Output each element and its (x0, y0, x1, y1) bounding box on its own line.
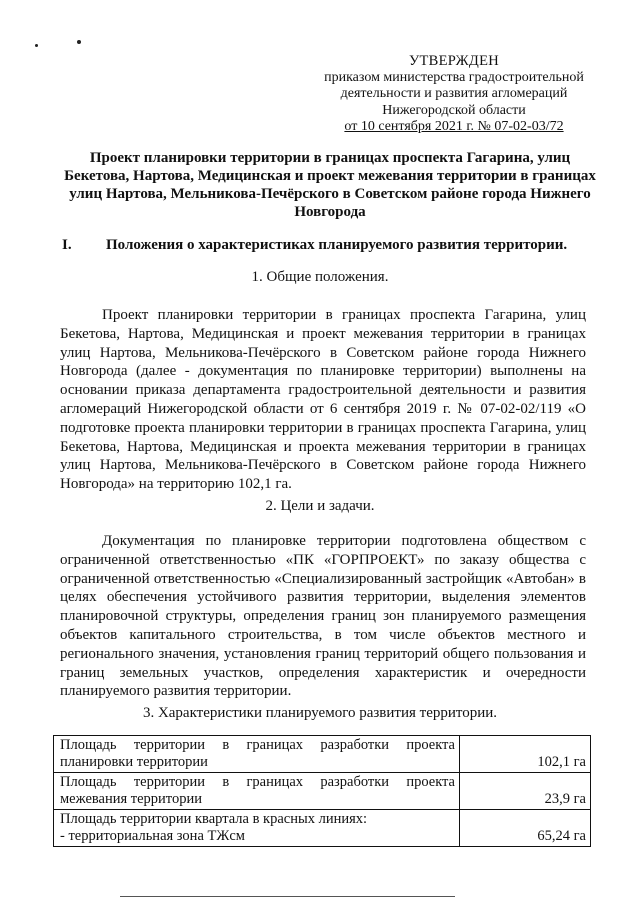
scan-speck (77, 40, 81, 44)
section-heading-text: Положения о характеристиках планируемого развития территории. (106, 237, 568, 253)
scan-speck (35, 44, 38, 47)
row-label: Площадь территории квартала в красных линиях: (60, 811, 368, 827)
approval-heading: УТВЕРЖДЕН (408, 53, 500, 69)
table-row (54, 773, 591, 810)
section-heading (62, 236, 602, 254)
paragraph-goals: Документация по планировке территории подготовлена обществом с ограниченной ответственностью «ПК «ГОРПРОЕКТ» по заказу общества с ограниченной ответственностью «Специализированный застройщик «Автобан» в целях обеспечения устойчивого развития территории, выделения элементов планировочной структуры, определения границ зон планируемого размещения объектов капитального строительства, в том числе объектов местного и регионального значения, установления границ территорий общего пользования и границ земельных участков, определения характеристик и очередности планируемого развития территории. (60, 533, 586, 700)
table-cell-label (54, 736, 460, 773)
approval-line: деятельности и развития агломераций (340, 86, 568, 101)
table-row (54, 736, 591, 773)
paragraph-general: Проект планировки территории в границах проспекта Гагарина, улиц Бекетова, Нартова, Медицинская и проект межевания территории в границах улиц Нартова, Мельникова-Печёрского в Советском районе города Нижнего Новгорода (далее - документация по планировке территории) выполнены на основании приказа департамента градостроительной деятельности и развития агломераций Нижегородской области от 6 сентября 2019 г. № 07-02-02/119 «О подготовке проекта планировки территории в границах проспекта Гагарина, улиц Бекетова, Нартова, Медицинская и проекта межевания территории в границах улиц Нартова, Мельникова-Печёрского в Советском районе города Нижнего Новгорода» на территорию 102,1 га. (60, 307, 586, 493)
subsection-heading-general: 1. Общие положения. (251, 269, 389, 285)
table-row (54, 810, 591, 847)
table-cell-label (54, 810, 460, 847)
table-cell-value: 23,9 га (460, 773, 591, 810)
row-label: Площадь территории в границах разработки проекта планировки территории (60, 737, 455, 770)
approval-order: от 10 сентября 2021 г. № 07-02-03/72 (344, 119, 564, 134)
document-title: Проект планировки территории в границах проспекта Гагарина, улиц Бекетова, Нартова, Медицинская и проект межевания территории в границах улиц Нартова, Мельникова-Печёрского в Советском районе города Нижнего Новгорода (64, 150, 596, 220)
table-cell-value: 65,24 га (460, 810, 591, 847)
approval-line: приказом министерства градостроительной (324, 69, 584, 85)
section-number: I. (62, 237, 72, 253)
approval-line: Нижегородской области (382, 102, 526, 118)
approval-stamp (310, 53, 598, 136)
row-sublabel: - территориальная зона ТЖсм (60, 828, 245, 844)
characteristics-table (53, 735, 591, 847)
table-cell-value: 102,1 га (460, 736, 591, 773)
row-label: Площадь территории в границах разработки проекта межевания территории (60, 774, 455, 807)
table-cell-label (54, 773, 460, 810)
subsection-heading-characteristics: 3. Характеристики планируемого развития территории. (142, 705, 498, 721)
subsection-heading-goals: 2. Цели и задачи. (265, 498, 375, 514)
footnote-rule (120, 896, 455, 897)
